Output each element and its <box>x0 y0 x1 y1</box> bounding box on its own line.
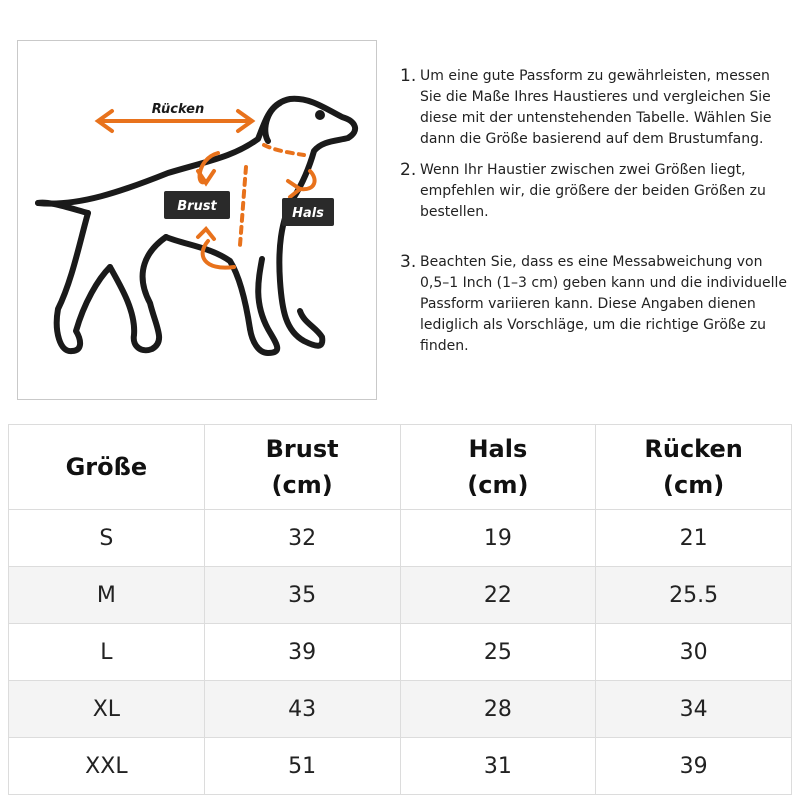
header-chest <box>204 425 400 510</box>
header-back-unit: (cm) <box>663 471 725 499</box>
cell-back: 30 <box>596 624 792 681</box>
table-row <box>9 738 792 795</box>
cell-neck: 25 <box>400 624 596 681</box>
cell-chest: 51 <box>204 738 400 795</box>
header-size <box>9 425 205 510</box>
cell-back: 34 <box>596 681 792 738</box>
header-neck <box>400 425 596 510</box>
instruction-item <box>400 160 792 223</box>
cell-neck: 31 <box>400 738 596 795</box>
cell-chest: 39 <box>204 624 400 681</box>
header-neck-unit: (cm) <box>467 471 529 499</box>
header-back <box>596 425 792 510</box>
neck-label: Hals <box>292 206 324 221</box>
cell-back: 39 <box>596 738 792 795</box>
dog-illustration <box>18 41 376 399</box>
cell-size: S <box>9 510 205 567</box>
cell-size: XL <box>9 681 205 738</box>
header-chest-label: Brust <box>265 435 339 463</box>
header-neck-label: Hals <box>468 435 528 463</box>
instruction-item <box>400 252 792 357</box>
instruction-text: Wenn Ihr Haustier zwischen zwei Größen liegt, empfehlen wir, die größere der beiden Größen zu bestellen. <box>420 162 766 220</box>
instruction-number: 3. <box>400 252 417 272</box>
chest-label: Brust <box>177 199 217 214</box>
size-chart-body <box>9 510 792 795</box>
cell-size: XXL <box>9 738 205 795</box>
table-row <box>9 567 792 624</box>
cell-chest: 43 <box>204 681 400 738</box>
cell-neck: 19 <box>400 510 596 567</box>
cell-chest: 35 <box>204 567 400 624</box>
neck-tag <box>282 198 334 226</box>
table-row <box>9 510 792 567</box>
cell-size: L <box>9 624 205 681</box>
chest-tag <box>164 191 230 219</box>
cell-size: M <box>9 567 205 624</box>
cell-back: 25.5 <box>596 567 792 624</box>
instruction-number: 2. <box>400 160 417 180</box>
header-chest-unit: (cm) <box>271 471 333 499</box>
instruction-number: 1. <box>400 66 417 86</box>
back-label: Rücken <box>151 102 205 117</box>
header-row <box>9 425 792 510</box>
cell-neck: 28 <box>400 681 596 738</box>
cell-back: 21 <box>596 510 792 567</box>
header-size-label: Größe <box>65 453 148 481</box>
dog-measurement-diagram <box>17 40 377 400</box>
table-row <box>9 681 792 738</box>
cell-chest: 32 <box>204 510 400 567</box>
instruction-text: Um eine gute Passform zu gewährleisten, messen Sie die Maße Ihres Haustieres und vergleichen Sie diese mit der untenstehenden Tabelle. Wählen Sie dann die Größe basierend auf dem Brustumfang. <box>420 68 772 147</box>
size-chart-header <box>9 425 792 510</box>
measurement-instructions <box>400 66 792 357</box>
cell-neck: 22 <box>400 567 596 624</box>
size-chart-table <box>8 424 792 795</box>
instruction-item <box>400 66 792 150</box>
header-back-label: Rücken <box>644 435 743 463</box>
instruction-text: Beachten Sie, dass es eine Messabweichung von 0,5–1 Inch (1–3 cm) geben kann und die individuelle Passform variieren kann. Diese Angaben dienen lediglich als Vorschläge, um die richtige Größe zu finden. <box>420 254 787 354</box>
table-row <box>9 624 792 681</box>
